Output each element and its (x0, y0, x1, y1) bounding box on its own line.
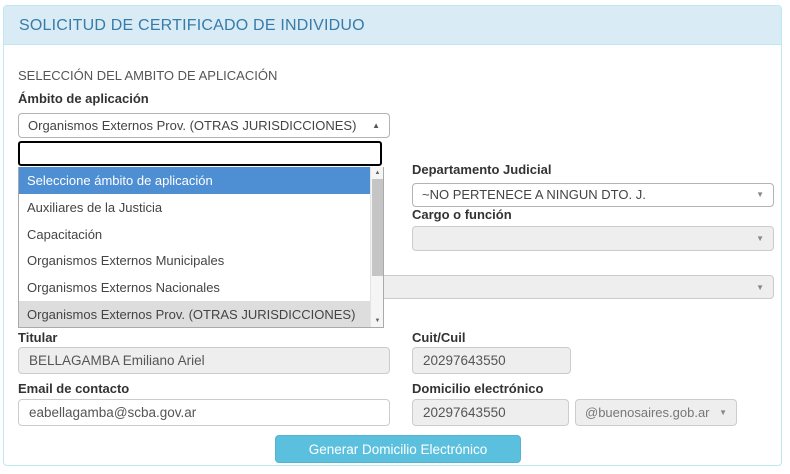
ambito-option-provinciales[interactable]: Organismos Externos Prov. (OTRAS JURISDICCIONES) (19, 301, 383, 328)
generate-domicilio-button[interactable]: Generar Domicilio Electrónico (275, 435, 521, 463)
ambito-option-placeholder[interactable]: Seleccione ámbito de aplicación (19, 167, 383, 194)
section-label: SELECCIÓN DEL AMBITO DE APLICACIÓN (18, 68, 278, 83)
ambito-selected-value: Organismos Externos Prov. (OTRAS JURISDICCIONES) (28, 118, 357, 133)
ambito-option-auxiliares[interactable]: Auxiliares de la Justicia (27, 199, 163, 215)
scrollbar-down-arrow-icon[interactable]: ▼ (371, 315, 384, 327)
chevron-down-icon: ▼ (756, 282, 764, 292)
domicilio-label: Domicilio electrónico (412, 381, 544, 396)
ambito-options-list (18, 167, 384, 328)
departamento-select[interactable] (412, 183, 774, 207)
page-title: SOLICITUD DE CERTIFICADO DE INDIVIDUO (4, 6, 781, 45)
chevron-down-icon: ▼ (756, 190, 764, 199)
ambito-option-capacitacion[interactable]: Capacitación (27, 226, 103, 242)
ambito-option-municipales[interactable]: Organismos Externos Municipales (27, 253, 225, 269)
chevron-up-icon: ▲ (372, 121, 380, 130)
scrollbar-up-arrow-icon[interactable]: ▲ (371, 167, 384, 179)
domicilio-input[interactable] (412, 399, 569, 426)
cargo-label: Cargo o función (412, 207, 512, 222)
titular-input[interactable] (18, 347, 390, 374)
ambito-option-nacionales[interactable]: Organismos Externos Nacionales (27, 280, 220, 296)
cargo-select[interactable] (412, 226, 774, 251)
ambito-search-input[interactable] (18, 141, 382, 166)
departamento-selected-value: ~NO PERTENECE A NINGUN DTO. J. (422, 187, 646, 202)
dropdown-scrollbar[interactable] (370, 167, 383, 327)
chevron-down-icon: ▼ (719, 408, 727, 417)
email-label: Email de contacto (18, 381, 130, 396)
titular-label: Titular (18, 330, 58, 345)
certificate-request-panel (3, 5, 782, 466)
cuit-input[interactable] (412, 347, 571, 374)
ambito-select[interactable] (18, 113, 390, 138)
email-input[interactable] (18, 399, 390, 426)
cuit-label: Cuit/Cuil (412, 330, 466, 345)
chevron-down-icon: ▼ (756, 234, 764, 243)
departamento-label: Departamento Judicial (412, 162, 552, 177)
domicilio-domain-value: @buenosaires.gob.ar (585, 405, 710, 420)
ambito-label: Ámbito de aplicación (18, 91, 149, 106)
scrollbar-thumb[interactable] (372, 179, 383, 276)
domicilio-domain-select[interactable] (575, 399, 737, 426)
